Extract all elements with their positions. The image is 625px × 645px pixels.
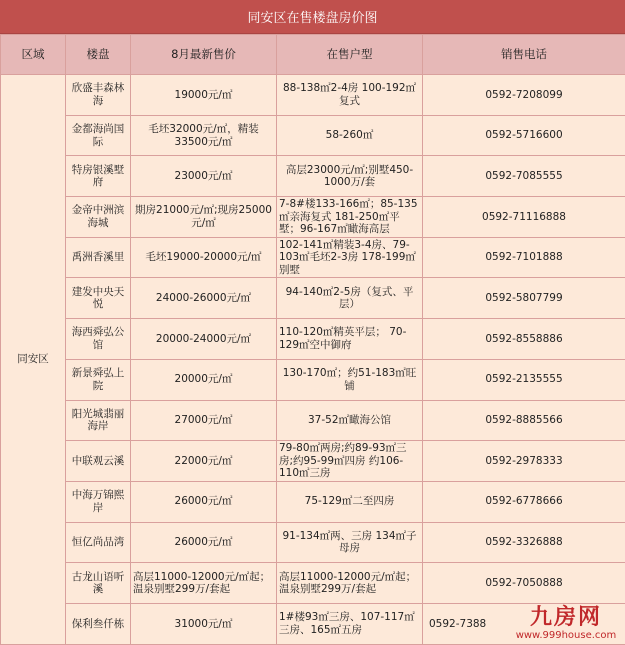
watermark <box>510 606 622 642</box>
table-row <box>1 481 625 522</box>
district-cell: 同安区 <box>1 75 66 645</box>
types-cell: 102-141㎡精装3-4房、79-103㎡毛坯2-3房 178-199㎡别墅 <box>277 237 423 278</box>
project-name: 欣盛丰森林海 <box>66 75 131 116</box>
project-name: 金都海尚国际 <box>66 115 131 156</box>
price-cell: 31000元/㎡ <box>131 603 277 644</box>
project-name: 恒亿尚品湾 <box>66 522 131 563</box>
price-cell: 23000元/㎡ <box>131 156 277 197</box>
table-row <box>1 115 625 156</box>
price-cell: 26000元/㎡ <box>131 522 277 563</box>
project-name: 海西舜弘公馆 <box>66 319 131 360</box>
project-name: 保利叁仟栋 <box>66 603 131 644</box>
types-cell: 高层11000-12000元/㎡起；温泉别墅299万/套起 <box>277 563 423 604</box>
project-name: 建发中央天悦 <box>66 278 131 319</box>
phone-cell: 0592-2978333 <box>423 441 625 482</box>
watermark-logo: 九房网 <box>510 606 622 630</box>
table-row <box>1 237 625 278</box>
phone-cell: 0592-5807799 <box>423 278 625 319</box>
price-cell: 毛坯19000-20000元/㎡ <box>131 237 277 278</box>
table-row <box>1 522 625 563</box>
table-row <box>1 278 625 319</box>
phone-cell: 0592-3326888 <box>423 522 625 563</box>
table-row <box>1 156 625 197</box>
header-phone: 销售电话 <box>423 35 625 75</box>
table-row <box>1 441 625 482</box>
price-table <box>0 34 625 645</box>
project-name: 中海万锦熙岸 <box>66 481 131 522</box>
types-cell: 75-129㎡二至四房 <box>277 481 423 522</box>
phone-cell: 0592-6778666 <box>423 481 625 522</box>
table-row <box>1 563 625 604</box>
project-name: 阳光城翡丽海岸 <box>66 400 131 441</box>
watermark-url: www.999house.com <box>510 630 622 642</box>
phone-cell: 0592-7050888 <box>423 563 625 604</box>
phone-cell: 0592-5716600 <box>423 115 625 156</box>
project-name: 禹洲香溪里 <box>66 237 131 278</box>
phone-cell: 0592-71116888 <box>423 197 625 238</box>
header-district: 区域 <box>1 35 66 75</box>
header-row <box>1 35 625 75</box>
types-cell: 58-260㎡ <box>277 115 423 156</box>
header-project: 楼盘 <box>66 35 131 75</box>
project-name: 中联观云溪 <box>66 441 131 482</box>
types-cell: 110-120㎡精英平层； 70-129㎡空中御府 <box>277 319 423 360</box>
price-cell: 19000元/㎡ <box>131 75 277 116</box>
phone-cell: 0592-7208099 <box>423 75 625 116</box>
phone-cell-with-watermark <box>423 603 625 644</box>
project-name: 金帝中洲滨海城 <box>66 197 131 238</box>
phone-cell: 0592-8885566 <box>423 400 625 441</box>
table-row <box>1 603 625 644</box>
price-cell: 22000元/㎡ <box>131 441 277 482</box>
price-cell: 20000-24000元/㎡ <box>131 319 277 360</box>
types-cell: 94-140㎡2-5房（复式、平层） <box>277 278 423 319</box>
table-row <box>1 359 625 400</box>
types-cell: 130-170㎡；约51-183㎡旺铺 <box>277 359 423 400</box>
types-cell: 79-80㎡两房;约89-93㎡三房;约95-99㎡四房 约106-110㎡三房 <box>277 441 423 482</box>
price-cell: 高层11000-12000元/㎡起；温泉别墅299万/套起 <box>131 563 277 604</box>
table-row <box>1 400 625 441</box>
types-cell: 1#楼93㎡三房、107-117㎡三房、165㎡五房 <box>277 603 423 644</box>
header-price: 8月最新售价 <box>131 35 277 75</box>
phone-cell: 0592-7101888 <box>423 237 625 278</box>
header-types: 在售户型 <box>277 35 423 75</box>
types-cell: 高层23000元/㎡;别墅450-1000万/套 <box>277 156 423 197</box>
phone-cell: 0592-7085555 <box>423 156 625 197</box>
price-cell: 20000元/㎡ <box>131 359 277 400</box>
table-row <box>1 197 625 238</box>
project-name: 特房银溪墅府 <box>66 156 131 197</box>
price-cell: 24000-26000元/㎡ <box>131 278 277 319</box>
price-cell: 26000元/㎡ <box>131 481 277 522</box>
table-row <box>1 319 625 360</box>
table-row <box>1 75 625 116</box>
price-cell: 期房21000元/㎡;现房25000元/㎡ <box>131 197 277 238</box>
types-cell: 88-138㎡2-4房 100-192㎡复式 <box>277 75 423 116</box>
phone-cell: 0592-7388 <box>429 618 486 630</box>
types-cell: 37-52㎡瞰海公馆 <box>277 400 423 441</box>
project-name: 古龙山语听溪 <box>66 563 131 604</box>
price-cell: 27000元/㎡ <box>131 400 277 441</box>
types-cell: 91-134㎡两、三房 134㎡子母房 <box>277 522 423 563</box>
table-title: 同安区在售楼盘房价图 <box>0 0 625 34</box>
project-name: 新景舜弘上院 <box>66 359 131 400</box>
price-cell: 毛坯32000元/㎡，精装33500元/㎡ <box>131 115 277 156</box>
types-cell: 7-8#楼133-166㎡；85-135㎡亲海复式 181-250㎡平墅；96-167㎡瞰海高层 <box>277 197 423 238</box>
phone-cell: 0592-2135555 <box>423 359 625 400</box>
phone-cell: 0592-8558886 <box>423 319 625 360</box>
